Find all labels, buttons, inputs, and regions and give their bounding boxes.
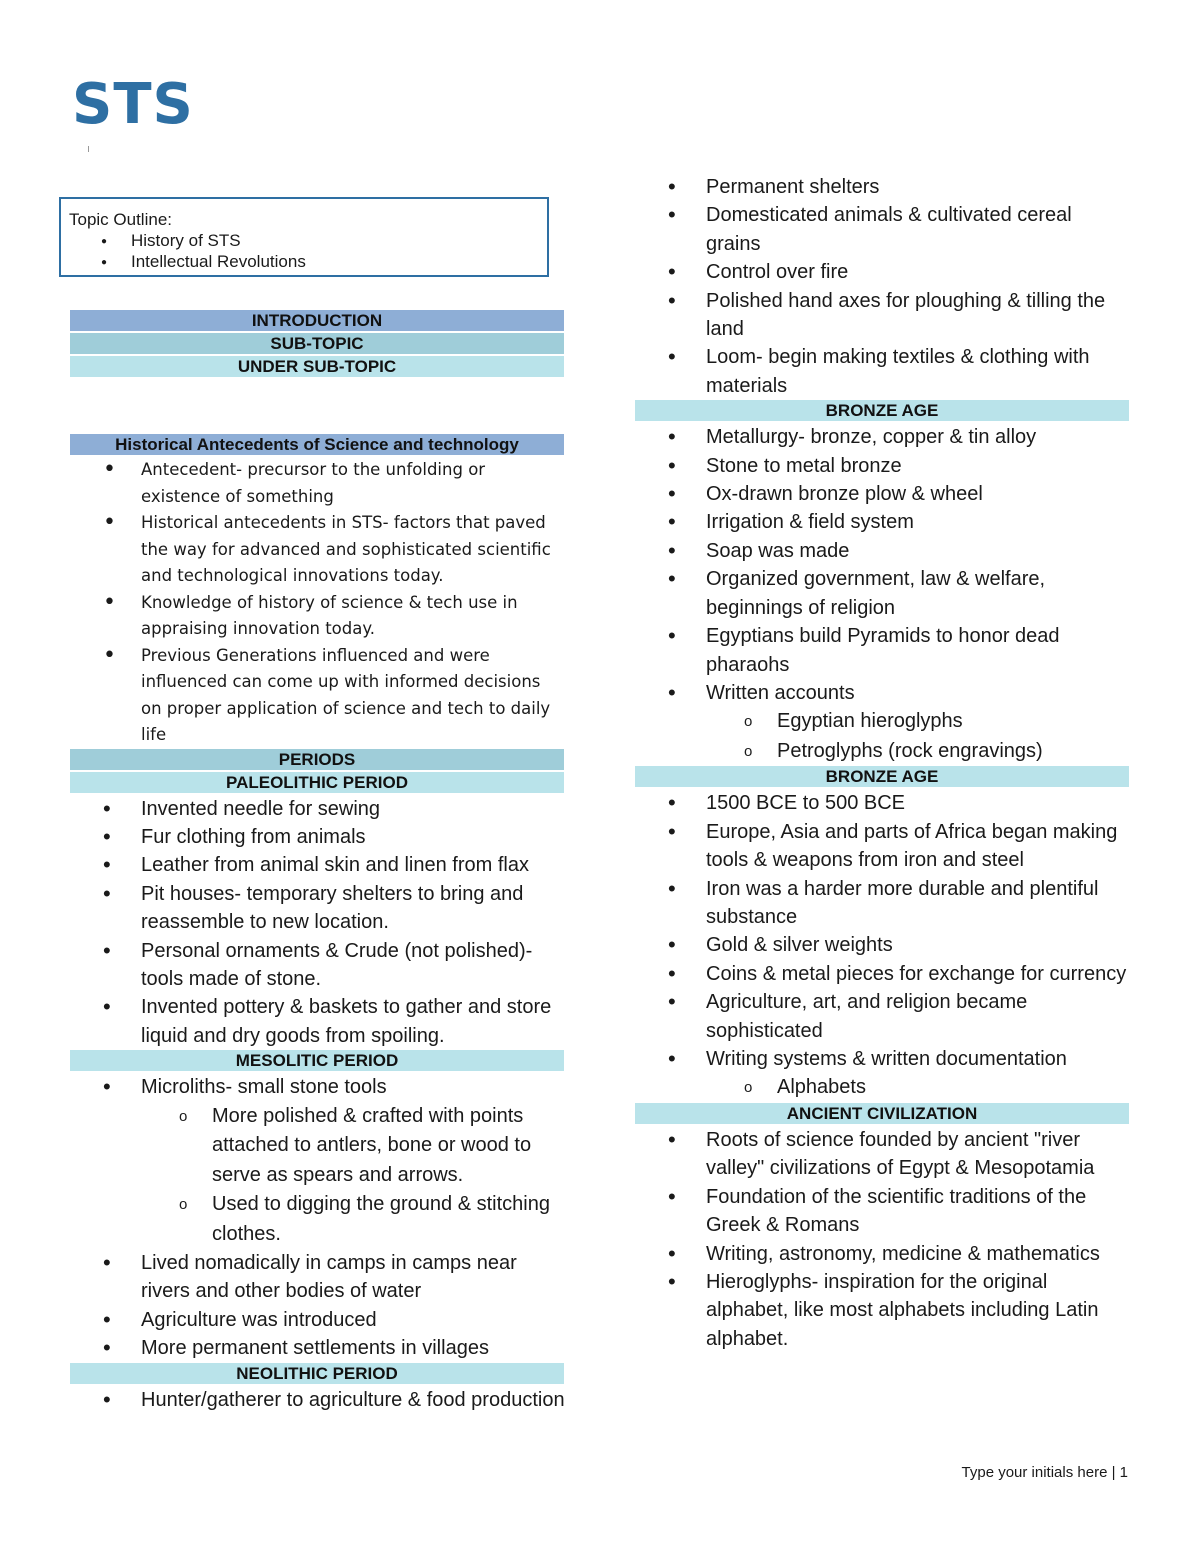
list-item: • Antecedent- precursor to the unfolding or existence of something <box>70 457 566 510</box>
mesolithic-list-cont <box>70 1249 566 1363</box>
list-item: • Loom- begin making textiles & clothing with materials <box>635 343 1131 400</box>
ancient-civilization-list <box>635 1126 1131 1353</box>
list-item: • Coins & metal pieces for exchange for currency <box>635 960 1131 988</box>
heading-neolithic: NEOLITHIC PERIOD <box>70 1363 564 1384</box>
list-item: • Written accounts <box>635 679 1131 707</box>
document-title: STS <box>72 72 194 137</box>
list-item: • Gold & silver weights <box>635 931 1131 959</box>
heading-subtopic: SUB-TOPIC <box>70 333 564 354</box>
list-item: • Writing, astronomy, medicine & mathematics <box>635 1240 1131 1268</box>
list-item: • Historical antecedents in STS- factors that paved the way for advanced and sophisticated scientific and technological innovations today. <box>70 510 566 590</box>
bronze-age-2-sublist <box>635 1073 1131 1103</box>
list-item: • Personal ornaments & Crude (not polished)- tools made of stone. <box>70 937 566 994</box>
bronze-age-2-list <box>635 789 1131 1073</box>
list-item: • Domesticated animals & cultivated cereal grains <box>635 201 1131 258</box>
topic-outline-item: ● Intellectual Revolutions <box>131 251 547 272</box>
neolithic-list-cont <box>635 173 1131 400</box>
bronze-age-list <box>635 423 1131 707</box>
list-item: • Permanent shelters <box>635 173 1131 201</box>
list-item: • Knowledge of history of science & tech use in appraising innovation today. <box>70 590 566 643</box>
topic-outline-list <box>69 230 547 272</box>
list-item: • Agriculture, art, and religion became sophisticated <box>635 988 1131 1045</box>
list-item: • Egyptians build Pyramids to honor dead pharaohs <box>635 622 1131 679</box>
heading-historical-antecedents: Historical Antecedents of Science and technology <box>70 434 564 455</box>
heading-ancient-civilization: ANCIENT CIVILIZATION <box>635 1103 1129 1124</box>
page-footer: Type your initials here | 1 <box>961 1464 1128 1481</box>
list-item: • Previous Generations influenced and were influenced can come up with informed decisions on proper application of science and tech to daily life <box>70 643 566 749</box>
list-item: • More permanent settlements in villages <box>70 1334 566 1362</box>
list-item: • Pit houses- temporary shelters to bring and reassemble to new location. <box>70 880 566 937</box>
list-item: • Invented needle for sewing <box>70 795 566 823</box>
list-item: • Lived nomadically in camps in camps near rivers and other bodies of water <box>70 1249 566 1306</box>
sub-list-item: o Alphabets <box>706 1073 1131 1103</box>
list-item: • Control over fire <box>635 258 1131 286</box>
list-item: • Stone to metal bronze <box>635 452 1131 480</box>
left-column <box>70 310 566 1414</box>
heading-bronze-age-2: BRONZE AGE <box>635 766 1129 787</box>
list-item: • Fur clothing from animals <box>70 823 566 851</box>
list-item: • Agriculture was introduced <box>70 1306 566 1334</box>
topic-outline-label: Topic Outline: <box>69 210 172 229</box>
bronze-age-sublist <box>635 707 1131 766</box>
list-item: • Invented pottery & baskets to gather and store liquid and dry goods from spoiling. <box>70 993 566 1050</box>
margin-mark <box>88 146 89 152</box>
heading-introduction: INTRODUCTION <box>70 310 564 331</box>
list-item: • 1500 BCE to 500 BCE <box>635 789 1131 817</box>
paleolithic-list <box>70 795 566 1051</box>
list-item: • Organized government, law & welfare, beginnings of religion <box>635 565 1131 622</box>
list-item: • Roots of science founded by ancient "river valley" civilizations of Egypt & Mesopotamia <box>635 1126 1131 1183</box>
list-item: • Leather from animal skin and linen from flax <box>70 851 566 879</box>
list-item: • Writing systems & written documentation <box>635 1045 1131 1073</box>
topic-outline-item: ● History of STS <box>131 230 547 251</box>
sub-list-item: o Petroglyphs (rock engravings) <box>706 737 1131 767</box>
list-item: • Hieroglyphs- inspiration for the original alphabet, like most alphabets including Latin alphabet. <box>635 1268 1131 1353</box>
list-item: • Soap was made <box>635 537 1131 565</box>
heading-bronze-age: BRONZE AGE <box>635 400 1129 421</box>
sub-list-item: o More polished & crafted with points attached to antlers, bone or wood to serve as spears and arrows. <box>141 1102 566 1191</box>
list-item <box>70 1073 566 1101</box>
list-item: • Europe, Asia and parts of Africa began making tools & weapons from iron and steel <box>635 818 1131 875</box>
list-item: • Polished hand axes for ploughing & tilling the land <box>635 287 1131 344</box>
heading-periods: PERIODS <box>70 749 564 770</box>
topic-outline-box <box>59 197 549 277</box>
mesolithic-list <box>70 1073 566 1101</box>
sub-list-item: o Egyptian hieroglyphs <box>706 707 1131 737</box>
list-item: • Metallurgy- bronze, copper & tin alloy <box>635 423 1131 451</box>
neolithic-list <box>70 1386 566 1414</box>
list-item: • Hunter/gatherer to agriculture & food production <box>70 1386 566 1414</box>
list-item: • Irrigation & field system <box>635 508 1131 536</box>
right-column <box>635 173 1131 1353</box>
historical-list <box>70 457 566 749</box>
heading-under-subtopic: UNDER SUB-TOPIC <box>70 356 564 377</box>
list-item: • Foundation of the scientific traditions of the Greek & Romans <box>635 1183 1131 1240</box>
mesolithic-sublist <box>70 1102 566 1250</box>
heading-mesolithic: MESOLITIC PERIOD <box>70 1050 564 1071</box>
list-item: • Ox-drawn bronze plow & wheel <box>635 480 1131 508</box>
sub-list-item: o Used to digging the ground & stitching clothes. <box>141 1190 566 1249</box>
heading-paleolithic: PALEOLITHIC PERIOD <box>70 772 564 793</box>
list-item: • Iron was a harder more durable and plentiful substance <box>635 875 1131 932</box>
list-item-text: Microliths- small stone tools <box>141 1076 387 1099</box>
